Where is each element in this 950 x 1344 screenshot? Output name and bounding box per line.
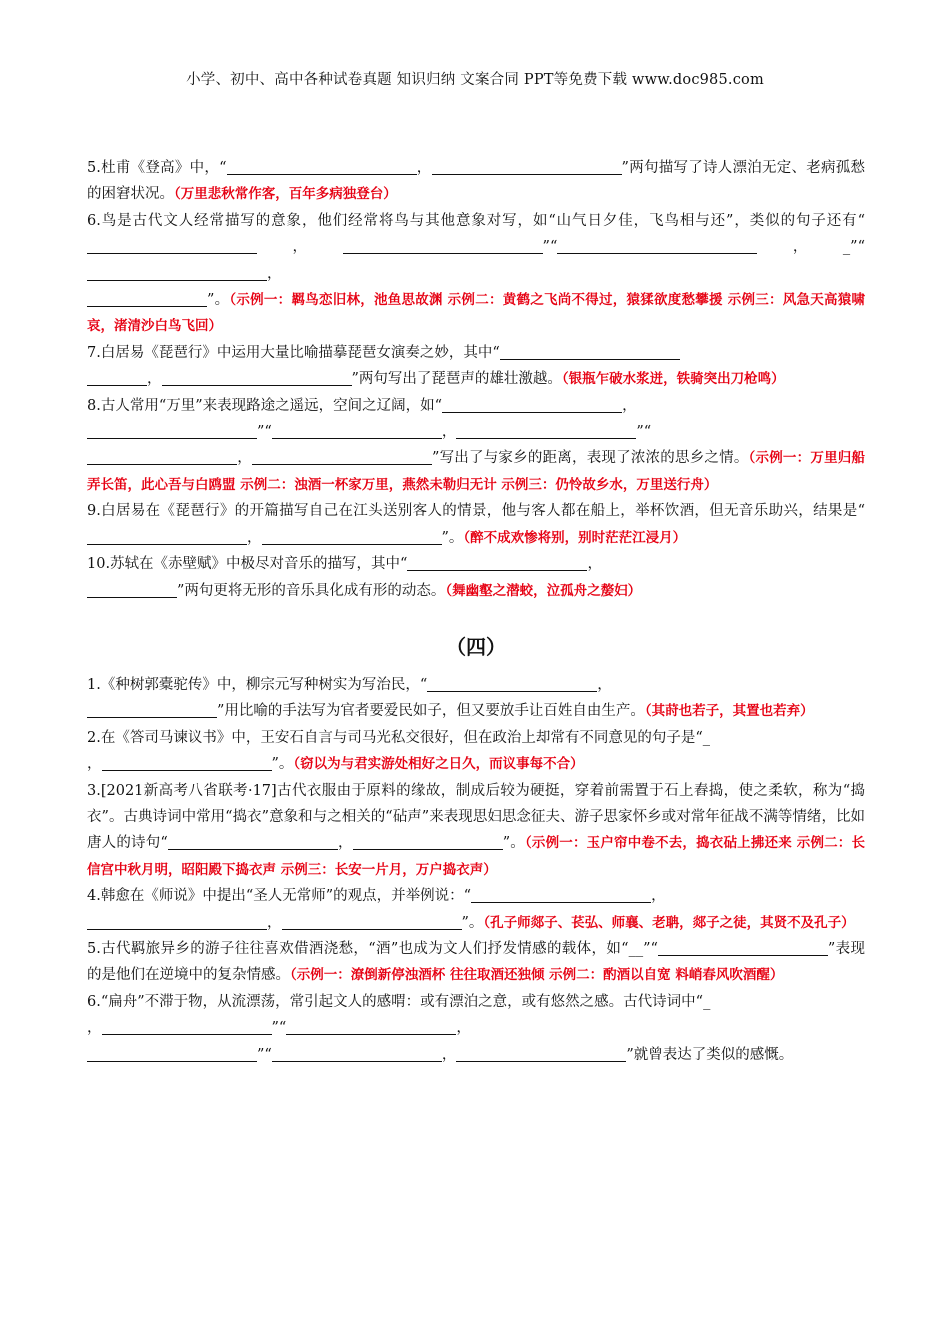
answer-blank: [407, 554, 587, 571]
section4-question-5: [87, 936, 865, 989]
answer-blank: [102, 754, 272, 771]
question-text: 6.鸟是古代文人经常描写的意象，他们经常将鸟与其他意象对写，如“山气日夕佳，飞鸟相与还”，类似的句子还有“: [87, 212, 865, 229]
answer-blank: [87, 290, 207, 307]
answer-key: （示例一：万里归船弄长笛，此心吾与白鸥盟 示例二：浊酒一杯家万里，燕然未勒归无计 示例三：仍怜故乡水，万里送行舟）: [87, 450, 866, 493]
answer-blank: [471, 886, 651, 903]
punct: ，: [87, 1020, 102, 1037]
punct: ，: [622, 397, 637, 414]
punct: ，: [247, 529, 262, 546]
punct: ”“: [257, 424, 272, 441]
answer-key: （万里悲秋常作客，百年多病独登台）: [174, 186, 397, 203]
answer-key: （示例一：羁鸟恋旧林，池鱼思故渊 示例二：黄鹤之飞尚不得过，猿猱欲度愁攀援 示例三：风急天高猿啸哀，渚清沙白鸟飞回）: [87, 292, 865, 335]
answer-key: （银瓶乍破水浆迸，铁骑突出刀枪鸣）: [561, 371, 785, 388]
question-text: 2.在《答司马谏议书》中，王安石自言与司马光私交很好，但在政治上却常有不同意见的句子是“_: [87, 729, 710, 746]
punct: ”。: [271, 756, 294, 773]
question-text: 7.白居易《琵琶行》中运用大量比喻描摹琵琶女演奏之妙，其中“: [87, 344, 500, 361]
question-7: [87, 340, 865, 393]
punct: ”“: [850, 239, 865, 256]
question-text: ”两句描写了诗人漂泊无定、老病孤愁的困窘状况。: [87, 160, 866, 203]
punct: ，: [456, 1020, 471, 1037]
question-6: [87, 208, 865, 340]
punct: ，: [597, 676, 612, 693]
answer-blank: [282, 913, 462, 930]
punct: ”“: [542, 239, 558, 256]
answer-key: （孔子师郯子、苌弘、师襄、老聃，郯子之徒，其贤不及孔子）: [483, 914, 855, 931]
question-text: 9.白居易在《琵琶行》的开篇描写自己在江头送别客人的情景，他与客人都在船上，举杯饮酒，但无音乐助兴，结果是“: [87, 503, 865, 520]
answer-blank: [87, 581, 177, 598]
punct: ”“: [643, 940, 658, 957]
question-text: 1.《种树郭橐驼传》中，柳宗元写种树实为写治民，“: [87, 676, 428, 693]
answer-key: （示例一：玉户帘中卷不去，捣衣砧上拂还来 示例二：长信宫中秋月明，昭阳殿下捣衣声 示例三：长安一片月，万户捣衣声）: [87, 835, 865, 878]
answer-blank: [227, 158, 417, 175]
answer-blank: [442, 396, 622, 413]
punct: ”“: [257, 1046, 272, 1063]
question-text: 6.“扁舟”不滞于物，从流漂荡，常引起文人的感喟：或有漂泊之意，或有悠然之感。古代诗词中“_: [87, 993, 711, 1010]
question-text: 5.杜甫《登高》中，“: [87, 160, 227, 176]
answer-key: （醉不成欢惨将别，别时茫茫江浸月）: [463, 529, 687, 546]
punct: ，: [267, 265, 282, 282]
punct: ”“: [271, 1020, 287, 1037]
punct: ，: [416, 160, 432, 176]
section4-question-6: [87, 989, 865, 1068]
section4-question-4: [87, 883, 865, 936]
punct: ，: [257, 239, 343, 256]
answer-blank: [87, 422, 257, 439]
answer-blank: [87, 264, 267, 281]
answer-blank: [557, 237, 757, 254]
answer-blank: [87, 237, 257, 254]
answer-blank: [162, 369, 352, 386]
punct: ，: [441, 1046, 457, 1063]
page-header: 小学、初中、高中各种试卷真题 知识归纳 文案合同 PPT等免费下载 www.doc985.com: [186, 72, 764, 88]
answer-blank: [427, 675, 597, 692]
answer-key: （舞幽壑之潜蛟，泣孤舟之嫠妇）: [445, 582, 642, 599]
punct: ”。: [207, 292, 230, 309]
punct: ”。: [441, 529, 464, 546]
answer-blank: [87, 701, 217, 718]
answer-blank: [658, 939, 828, 956]
answer-key: （其莳也若子，其置也若弃）: [644, 703, 814, 720]
answer-blank: [343, 237, 543, 254]
answer-blank: [252, 448, 432, 465]
punct: ，: [441, 424, 457, 441]
answer-key: （示例一：潦倒新停浊酒杯 往往取酒还独倾 示例二：酌酒以自宽 料峭春风吹酒醒）: [290, 967, 784, 984]
answer-blank: [168, 833, 338, 850]
answer-blank: [87, 528, 247, 545]
punct: ，: [587, 556, 602, 573]
punct: ，: [651, 888, 666, 905]
question-text: 5.古代羁旅异乡的游子往往喜欢借酒浇愁，“酒”也成为文人们抒发情感的载体，如“__: [87, 940, 644, 957]
question-text: ”两句写出了琵琶声的雄壮激越。: [351, 371, 562, 388]
answer-blank: [87, 1045, 257, 1062]
answer-blank: [272, 422, 442, 439]
answer-blank: [286, 1018, 456, 1035]
question-text: 4.韩愈在《师说》中提出“圣人无常师”的观点，并举例说：“: [87, 888, 472, 905]
document-body: [87, 155, 865, 1068]
punct: ”。: [461, 914, 484, 931]
answer-blank: [272, 1045, 442, 1062]
question-10: [87, 551, 865, 604]
question-text: 8.古人常用“万里”来表现路途之遥远，空间之辽阔，如“: [87, 397, 443, 414]
answer-blank: [87, 913, 267, 930]
answer-blank: [262, 528, 442, 545]
section-title: （四）: [446, 634, 506, 659]
answer-blank: [456, 422, 636, 439]
question-5: [87, 155, 865, 208]
section4-question-2: [87, 725, 865, 778]
question-9: [87, 498, 865, 551]
question-8: [87, 393, 865, 499]
answer-blank: [102, 1018, 272, 1035]
answer-blank: [87, 448, 237, 465]
answer-blank: [87, 369, 147, 386]
punct: ”“: [636, 424, 652, 441]
punct: ，: [87, 756, 102, 773]
punct: ，: [237, 450, 252, 467]
question-text: ”写出了与家乡的距离，表现了浓浓的思乡之情。: [431, 450, 749, 467]
question-text: 10.苏轼在《赤壁赋》中极尽对音乐的描写，其中“: [87, 556, 408, 573]
answer-blank: [353, 833, 503, 850]
question-text: ”就曾表达了类似的感慨。: [626, 1046, 794, 1063]
question-text: 3.[2021新高考八省联考·17]古代衣服由于原料的缘故，制成后较为硬挺，穿着前需置于石上舂捣，使之柔软，称为“捣衣”。古典诗词中常用“捣衣”意象和与之相关的“砧声”来表现思妇思念征夫、游子思家怀乡或对常年征战不满等情绪，比如唐人的诗句“: [87, 782, 865, 852]
answer-key: （窃以为与君实游处相好之日久，而议事每不合）: [293, 756, 584, 773]
question-text: ”两句更将无形的音乐具化成有形的动态。: [177, 582, 446, 599]
section4-question-1: [87, 672, 865, 725]
answer-blank: [500, 343, 680, 360]
punct: ”。: [502, 835, 525, 852]
section4-question-3: [87, 778, 865, 884]
answer-blank: [432, 158, 622, 175]
answer-blank: [456, 1045, 626, 1062]
punct: ，: [337, 835, 353, 852]
question-text: ”用比喻的手法写为官者要爱民如子，但又要放手让百姓自由生产。: [217, 703, 645, 720]
question-text: ”表现的是他们在逆境中的复杂情感。: [87, 940, 865, 984]
punct: ，: [147, 371, 162, 388]
punct: ，_: [757, 239, 851, 256]
punct: ，: [267, 914, 282, 931]
